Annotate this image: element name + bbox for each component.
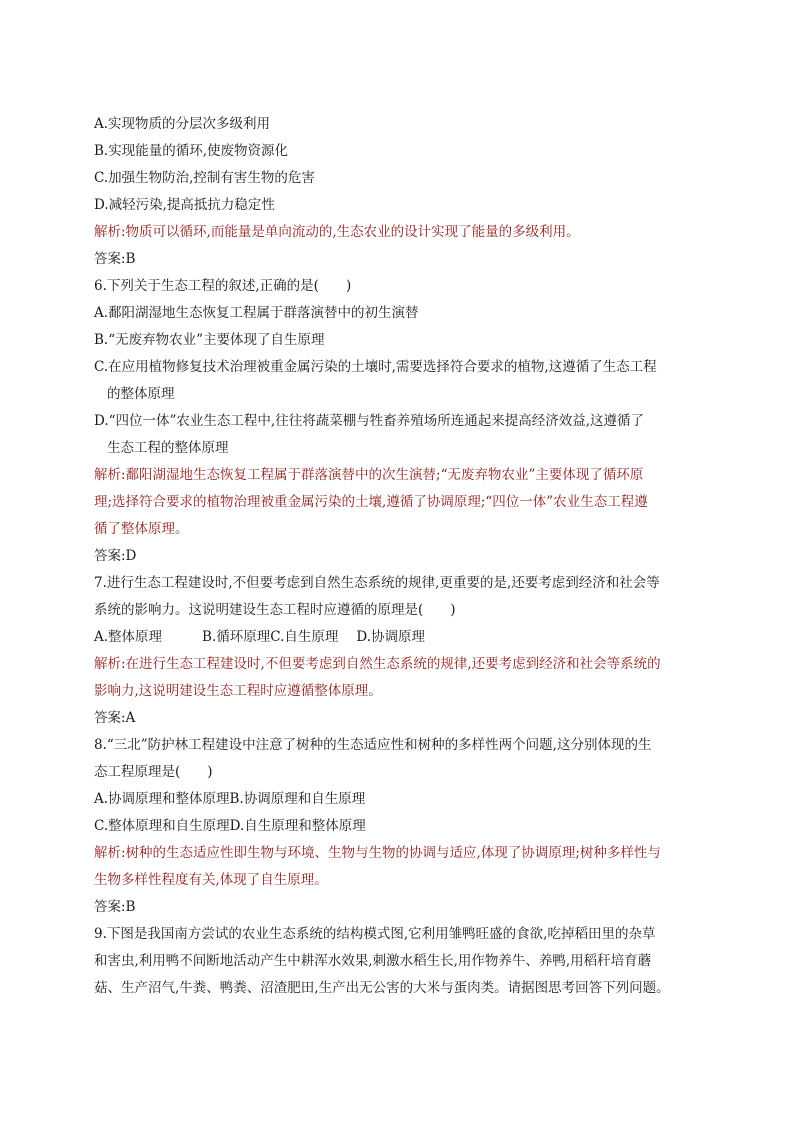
q6-analysis-line2: 理;选择符合要求的植物治理被重金属污染的土壤,遵循了协调原理;“四位一体”农业生态工程遵 bbox=[94, 494, 648, 510]
q5-analysis: 解析:物质可以循环,而能量是单向流动的,生态农业的设计实现了能量的多级利用。 bbox=[94, 224, 580, 240]
q8-stem-line1: 8.“三北”防护林工程建设中注意了树种的生态适应性和树种的多样性两个问题,这分别体现的生 bbox=[94, 737, 652, 753]
q7-stem-line2: 系统的影响力。这说明建设生态工程时应遵循的原理是( ) bbox=[94, 602, 456, 618]
q6-analysis-line3: 循了整体原理。 bbox=[94, 521, 189, 537]
q7-analysis-line2: 影响力,这说明建设生态工程时应遵循整体原理。 bbox=[94, 683, 382, 699]
q5-option-a: A.实现物质的分层次多级利用 bbox=[94, 116, 271, 132]
q7-option-a: A.整体原理 bbox=[94, 629, 163, 645]
q6-analysis-line1: 解析:鄱阳湖湿地生态恢复工程属于群落演替中的次生演替;“无废弃物农业”主要体现了循环原 bbox=[94, 467, 644, 483]
q8-stem-line2: 态工程原理是( ) bbox=[94, 764, 213, 780]
question-content bbox=[94, 111, 714, 1002]
q8-analysis-line1: 解析:树种的生态适应性即生物与环境、生物与生物的协调与适应,体现了协调原理;树种多样性与 bbox=[94, 845, 661, 861]
q5-answer: 答案:B bbox=[94, 251, 136, 267]
q6-option-c-line1: C.在应用植物修复技术治理被重金属污染的土壤时,需要选择符合要求的植物,这遵循了生态工程 bbox=[94, 359, 657, 375]
q7-stem-line1: 7.进行生态工程建设时,不但要考虑到自然生态系统的规律,更重要的是,还要考虑到经济和社会等 bbox=[94, 575, 660, 591]
q5-option-c: C.加强生物防治,控制有害生物的危害 bbox=[94, 170, 315, 186]
q7-option-d: D.协调原理 bbox=[356, 629, 426, 645]
q8-answer: 答案:B bbox=[94, 899, 136, 915]
q9-stem-line2: 和害虫,利用鸭不间断地活动产生中耕浑水效果,刺激水稻生长,用作物养牛、养鸭,用稻秆培育蘑 bbox=[94, 953, 652, 969]
q8-analysis-line2: 生物多样性程度有关,体现了自生原理。 bbox=[94, 872, 328, 888]
q6-option-a: A.鄱阳湖湿地生态恢复工程属于群落演替中的初生演替 bbox=[94, 305, 419, 321]
q6-option-c-line2: 的整体原理 bbox=[107, 386, 175, 402]
q5-option-b: B.实现能量的循环,使废物资源化 bbox=[94, 143, 289, 159]
q7-analysis-line1: 解析:在进行生态工程建设时,不但要考虑到自然生态系统的规律,还要考虑到经济和社会等系统的 bbox=[94, 656, 661, 672]
q6-option-d-line1: D.“四位一体”农业生态工程中,往往将蔬菜棚与牲畜养殖场所连通起来提高经济效益,这遵循了 bbox=[94, 413, 645, 429]
q8-options-ab: A.协调原理和整体原理B.协调原理和自生原理 bbox=[94, 791, 366, 807]
q7-option-bc: B.循环原理C.自生原理 bbox=[202, 629, 339, 645]
q6-option-b: B.“无废弃物农业”主要体现了自生原理 bbox=[94, 332, 325, 348]
q7-options bbox=[94, 624, 714, 651]
q7-answer: 答案:A bbox=[94, 710, 136, 726]
q6-option-d-line2: 生态工程的整体原理 bbox=[107, 440, 229, 456]
q9-stem-line1: 9.下图是我国南方尝试的农业生态系统的结构模式图,它利用雏鸭旺盛的食欲,吃掉稻田里的杂草 bbox=[94, 926, 656, 942]
q9-stem-line3: 菇、生产沼气,牛粪、鸭粪、沼渣肥田,生产出无公害的大米与蛋肉类。请据图思考回答下列问题。 bbox=[94, 980, 670, 996]
q6-answer: 答案:D bbox=[94, 548, 137, 564]
q8-options-cd: C.整体原理和自生原理D.自生原理和整体原理 bbox=[94, 818, 366, 834]
q6-stem: 6.下列关于生态工程的叙述,正确的是( ) bbox=[94, 278, 352, 294]
q5-option-d: D.减轻污染,提高抵抗力稳定性 bbox=[94, 197, 275, 213]
